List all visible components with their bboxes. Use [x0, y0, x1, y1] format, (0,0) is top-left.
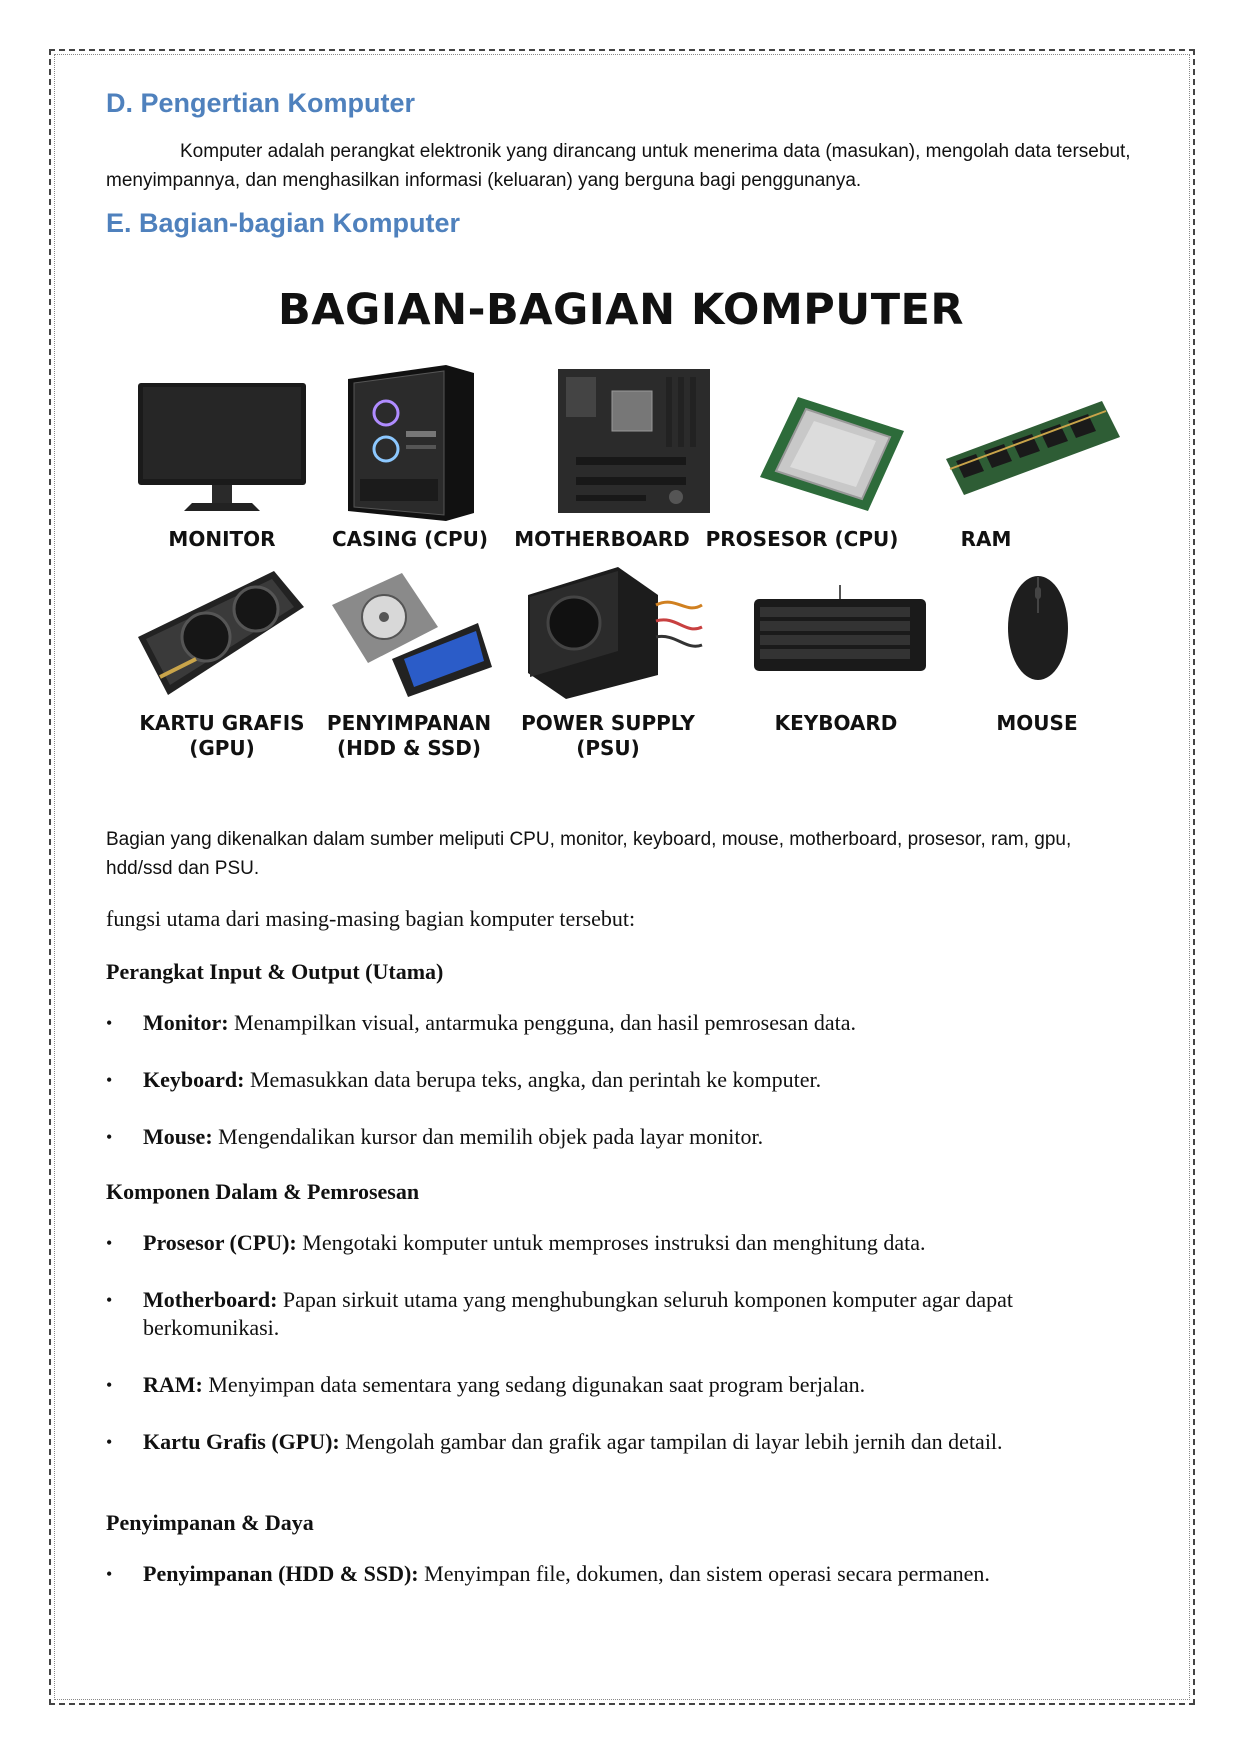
- bullet: •: [106, 1070, 113, 1090]
- list-storage: [106, 1560, 1136, 1588]
- list-item: [106, 1371, 1136, 1399]
- bullet: •: [106, 1013, 113, 1033]
- label-mouse: [972, 711, 1102, 736]
- item-term: Monitor:: [143, 1010, 229, 1035]
- label-storage-line1: PENYIMPANAN: [326, 711, 492, 735]
- list-item: [106, 1066, 1136, 1094]
- page-content: [106, 84, 1136, 1588]
- item-desc: Menyimpan data sementara yang sedang digunakan saat program berjalan.: [202, 1372, 866, 1397]
- group-title-internal: Komponen Dalam & Pemrosesan: [106, 1179, 420, 1204]
- computer-parts-figure: [106, 245, 1136, 817]
- item-desc: Mengendalikan kursor dan memilih objek pada layar monitor.: [212, 1124, 764, 1149]
- label-monitor: MONITOR: [168, 527, 276, 551]
- label-storage-line2: (HDD & SSD): [336, 736, 482, 760]
- section-d-heading: D. Pengertian Komputer: [106, 88, 416, 118]
- label-motherboard: MOTHERBOARD: [514, 527, 690, 551]
- item-term: Keyboard:: [143, 1067, 245, 1092]
- summary-paragraph: Bagian yang dikenalkan dalam sumber meliputi CPU, monitor, keyboard, mouse, motherboard, prosesor, ram, gpu, hdd/ssd dan PSU.: [106, 829, 1072, 879]
- item-desc: Memasukkan data berupa teks, angka, dan perintah ke komputer.: [244, 1067, 822, 1092]
- item-term: Motherboard:: [143, 1287, 278, 1312]
- label-gpu: [122, 711, 322, 761]
- label-gpu-line2: (GPU): [189, 736, 255, 760]
- group-title-io: Perangkat Input & Output (Utama): [106, 959, 444, 984]
- label-mouse-line1: MOUSE: [996, 711, 1078, 735]
- mouse-icon: [1006, 573, 1070, 683]
- label-ram: RAM: [960, 527, 1012, 551]
- item-term: RAM:: [143, 1372, 203, 1397]
- storage-icon: [328, 571, 494, 699]
- monitor-icon: [136, 383, 308, 517]
- motherboard-icon: [556, 367, 712, 515]
- label-psu-line1: POWER SUPPLY: [521, 711, 695, 735]
- item-desc: Mengotaki komputer untuk memproses instruksi dan menghitung data.: [296, 1230, 926, 1255]
- graphics-card-icon: [136, 567, 306, 697]
- section-e-heading: E. Bagian-bagian Komputer: [106, 208, 461, 238]
- label-psu: [502, 711, 714, 761]
- label-keyboard: [746, 711, 926, 736]
- item-term: Mouse:: [143, 1124, 213, 1149]
- bullet: •: [106, 1564, 113, 1584]
- list-internal: [106, 1229, 1136, 1456]
- processor-icon: [758, 395, 906, 513]
- label-gpu-line1: KARTU GRAFIS: [139, 711, 305, 735]
- bullet: •: [106, 1375, 113, 1395]
- item-term: Penyimpanan (HDD & SSD):: [143, 1561, 419, 1586]
- list-item: [106, 1123, 1136, 1151]
- item-term: Kartu Grafis (GPU):: [143, 1429, 340, 1454]
- pc-case-icon: [346, 361, 476, 523]
- list-item: [106, 1229, 1136, 1257]
- bullet: •: [106, 1233, 113, 1253]
- keyboard-icon: [752, 585, 928, 675]
- figure-title: BAGIAN-BAGIAN KOMPUTER: [277, 285, 965, 335]
- intro-text: fungsi utama dari masing-masing bagian komputer tersebut:: [106, 906, 636, 931]
- ram-icon: [946, 399, 1122, 495]
- label-storage: [304, 711, 514, 761]
- list-item: [106, 1009, 1136, 1037]
- item-desc: Papan sirkuit utama yang menghubungkan seluruh komponen komputer agar dapat berkomunikasi.: [143, 1287, 1014, 1340]
- section-d-paragraph: Komputer adalah perangkat elektronik yang dirancang untuk menerima data (masukan), mengolah data tersebut, menyimpannya, dan menghasilkan informasi (keluaran) yang berguna bagi penggunanya.: [106, 141, 1131, 191]
- bullet: •: [106, 1290, 113, 1310]
- list-item: [106, 1428, 1136, 1456]
- group-title-storage: Penyimpanan & Daya: [106, 1510, 314, 1535]
- list-item: [106, 1560, 1136, 1588]
- power-supply-icon: [526, 565, 704, 701]
- item-desc: Menyimpan file, dokumen, dan sistem operasi secara permanen.: [418, 1561, 990, 1586]
- label-psu-line2: (PSU): [576, 736, 640, 760]
- item-term: Prosesor (CPU):: [143, 1230, 297, 1255]
- item-desc: Menampilkan visual, antarmuka pengguna, dan hasil pemrosesan data.: [228, 1010, 856, 1035]
- label-keyboard-line1: KEYBOARD: [774, 711, 898, 735]
- bullet: •: [106, 1127, 113, 1147]
- label-prosesor: PROSESOR (CPU): [705, 527, 899, 551]
- list-io: [106, 1009, 1136, 1151]
- list-item: [106, 1286, 1136, 1342]
- label-casing: CASING (CPU): [332, 527, 488, 551]
- bullet: •: [106, 1432, 113, 1452]
- item-desc: Mengolah gambar dan grafik agar tampilan di layar lebih jernih dan detail.: [339, 1429, 1003, 1454]
